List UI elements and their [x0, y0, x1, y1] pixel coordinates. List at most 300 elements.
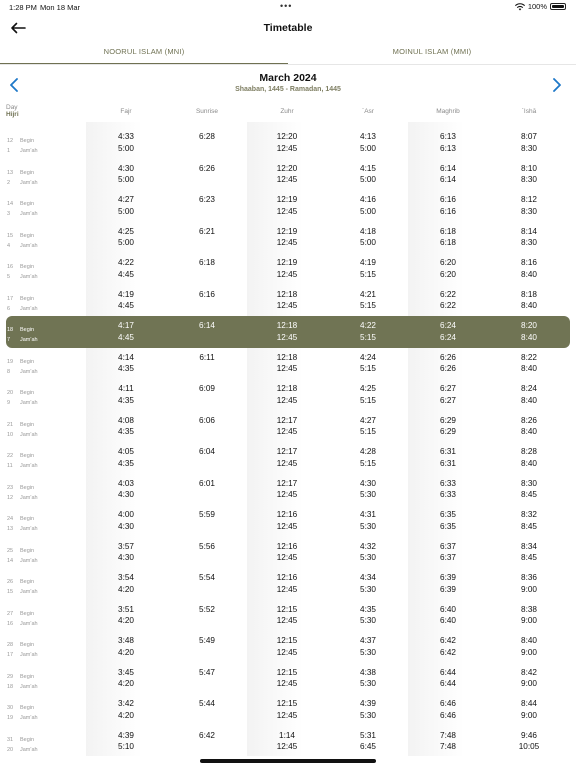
sunrise-time: 5:49 — [199, 636, 215, 645]
fajr-begin-time: 4:19 — [118, 289, 134, 299]
day-number: 25 — [7, 547, 14, 554]
day-number: 29 — [7, 673, 14, 680]
fajr-jamah-time: 4:30 — [118, 553, 134, 562]
maghrib-cell — [408, 541, 488, 564]
fajr-jamah-time: 4:35 — [118, 458, 134, 468]
jamah-label: Jam'ah — [20, 746, 38, 753]
fajr-cell — [86, 352, 166, 375]
isha-jamah-time: 8:30 — [521, 206, 537, 216]
table-row — [0, 253, 576, 285]
day-number: 28 — [7, 642, 14, 648]
fajr-cell — [86, 698, 166, 721]
asr-cell — [328, 257, 408, 280]
jamah-label: Jam'ah — [20, 400, 38, 406]
sunrise-time: 6:42 — [199, 730, 215, 740]
zuhr-begin-time: 12:18 — [276, 321, 298, 330]
status-date: Mon 18 Mar — [40, 3, 81, 12]
isha-begin-time: 8:10 — [521, 163, 537, 173]
fajr-cell — [86, 320, 166, 343]
sunrise-cell — [167, 604, 247, 616]
table-row — [0, 159, 576, 191]
zuhr-cell — [247, 289, 327, 312]
jamah-label: Jam'ah — [20, 148, 38, 154]
zuhr-jamah-time: 12:45 — [276, 521, 298, 531]
zuhr-begin-time: 1:14 — [279, 730, 295, 740]
day-hijri-cell — [7, 609, 13, 629]
asr-cell — [328, 635, 408, 658]
zuhr-begin-time: 12:16 — [276, 541, 298, 551]
hijri-number: 8 — [7, 368, 11, 375]
row-labels — [20, 231, 38, 251]
maghrib-begin-time: 6:16 — [440, 195, 456, 204]
sunrise-cell — [167, 635, 247, 647]
isha-begin-time: 8:20 — [521, 321, 537, 330]
day-number: 13 — [7, 169, 14, 176]
fajr-jamah-time: 4:35 — [118, 395, 134, 405]
asr-cell — [328, 289, 408, 312]
zuhr-jamah-time: 12:45 — [276, 206, 298, 216]
asr-begin-time: 4:31 — [360, 510, 376, 519]
fajr-begin-time: 4:27 — [118, 195, 134, 204]
table-header — [0, 104, 576, 120]
fajr-header: Fajr — [120, 108, 132, 115]
next-month-icon[interactable] — [552, 78, 562, 92]
fajr-jamah-time: 4:45 — [118, 332, 134, 342]
day-number: 30 — [7, 705, 14, 711]
zuhr-jamah-time: 12:45 — [276, 742, 298, 751]
begin-label: Begin — [20, 295, 35, 302]
asr-jamah-time: 5:15 — [360, 301, 376, 310]
isha-begin-time: 8:16 — [521, 258, 537, 267]
asr-cell — [328, 698, 408, 721]
maghrib-cell — [408, 415, 488, 438]
jamah-label: Jam'ah — [20, 431, 38, 438]
sunrise-cell — [167, 289, 247, 301]
asr-cell — [328, 415, 408, 438]
maghrib-begin-time: 6:44 — [440, 667, 456, 677]
hijri-number: 15 — [7, 589, 14, 595]
asr-begin-time: 4:22 — [360, 321, 376, 330]
day-header: Day — [6, 104, 18, 111]
zuhr-cell — [247, 478, 327, 501]
maghrib-header: Maghrib — [436, 108, 460, 115]
isha-jamah-time: 8:40 — [521, 427, 537, 436]
maghrib-begin-time: 6:22 — [440, 289, 456, 299]
fajr-begin-time: 4:03 — [118, 478, 134, 488]
day-number: 17 — [7, 295, 14, 302]
isha-cell — [489, 194, 569, 217]
maghrib-jamah-time: 6:29 — [440, 427, 456, 436]
maghrib-jamah-time: 6:13 — [440, 143, 456, 153]
sunrise-header: Sunrise — [195, 108, 219, 115]
maghrib-begin-time: 6:27 — [440, 384, 456, 393]
timetable-rows — [0, 127, 576, 757]
sunrise-time: 5:44 — [199, 699, 215, 708]
isha-begin-time: 8:42 — [521, 667, 537, 677]
isha-begin-time: 8:32 — [521, 510, 537, 519]
isha-jamah-time: 8:30 — [521, 238, 537, 247]
zuhr-cell — [247, 667, 327, 690]
zuhr-begin-time: 12:17 — [276, 478, 298, 488]
sunrise-cell — [167, 131, 247, 143]
fajr-jamah-time: 5:00 — [118, 143, 134, 153]
maghrib-begin-time: 6:24 — [440, 321, 456, 330]
fajr-cell — [86, 194, 166, 217]
sunrise-time: 5:52 — [199, 604, 215, 614]
day-hijri-cell — [7, 388, 13, 408]
zuhr-cell — [247, 383, 327, 406]
asr-jamah-time: 5:00 — [360, 175, 376, 184]
hijri-month-range: Shaaban, 1445 - Ramadan, 1445 — [235, 86, 341, 93]
zuhr-begin-time: 12:15 — [276, 604, 298, 614]
sunrise-cell — [167, 698, 247, 710]
jamah-label: Jam'ah — [20, 620, 38, 627]
maghrib-jamah-time: 6:33 — [440, 490, 456, 499]
asr-cell — [328, 383, 408, 406]
fajr-cell — [86, 383, 166, 406]
fajr-jamah-time: 4:30 — [118, 490, 134, 499]
fajr-jamah-time: 4:20 — [118, 647, 134, 657]
isha-begin-time: 8:38 — [521, 604, 537, 614]
asr-begin-time: 5:31 — [360, 730, 376, 740]
sunrise-cell — [167, 352, 247, 364]
isha-cell — [489, 289, 569, 312]
table-row — [0, 505, 576, 537]
zuhr-jamah-time: 12:45 — [276, 143, 298, 153]
table-row-today — [6, 316, 570, 348]
zuhr-begin-time: 12:19 — [276, 258, 298, 267]
nav-bar — [0, 14, 576, 42]
zuhr-cell — [247, 352, 327, 375]
sunrise-cell — [167, 415, 247, 427]
maghrib-jamah-time: 6:31 — [440, 458, 456, 468]
maghrib-jamah-time: 6:26 — [440, 364, 456, 373]
battery-icon — [550, 3, 566, 10]
zuhr-begin-time: 12:17 — [276, 415, 298, 425]
asr-begin-time: 4:34 — [360, 573, 376, 582]
fajr-jamah-time: 4:35 — [118, 364, 134, 373]
fajr-begin-time: 4:00 — [118, 510, 134, 519]
wifi-icon — [515, 3, 525, 11]
fajr-jamah-time: 4:45 — [118, 269, 134, 279]
row-labels — [20, 577, 38, 597]
fajr-cell — [86, 541, 166, 564]
maghrib-jamah-time: 7:48 — [440, 742, 456, 751]
zuhr-jamah-time: 12:45 — [276, 364, 298, 373]
jamah-label: Jam'ah — [20, 463, 38, 469]
isha-jamah-time: 9:00 — [521, 647, 537, 657]
isha-cell — [489, 667, 569, 690]
jamah-label: Jam'ah — [20, 557, 38, 564]
maghrib-jamah-time: 6:40 — [440, 616, 456, 625]
sunrise-time: 5:59 — [199, 510, 215, 519]
month-header — [0, 66, 576, 98]
fajr-jamah-time: 5:00 — [118, 206, 134, 216]
tab-divider — [0, 64, 576, 65]
zuhr-cell — [247, 604, 327, 627]
hijri-number: 2 — [7, 179, 11, 186]
maghrib-jamah-time: 6:35 — [440, 521, 456, 531]
asr-begin-time: 4:30 — [360, 478, 376, 488]
maghrib-cell — [408, 604, 488, 627]
isha-begin-time: 8:07 — [521, 132, 537, 141]
zuhr-cell — [247, 320, 327, 343]
isha-jamah-time: 8:40 — [521, 395, 537, 405]
zuhr-cell — [247, 698, 327, 721]
fajr-cell — [86, 667, 166, 690]
zuhr-begin-time: 12:18 — [276, 352, 298, 362]
zuhr-begin-time: 12:19 — [276, 226, 298, 236]
fajr-jamah-time: 4:35 — [118, 427, 134, 436]
zuhr-jamah-time: 12:45 — [276, 458, 298, 468]
isha-jamah-time: 8:45 — [521, 490, 537, 499]
day-hijri-cell — [7, 546, 13, 566]
fajr-jamah-time: 5:00 — [118, 175, 134, 184]
hijri-number: 18 — [7, 683, 14, 690]
isha-cell — [489, 446, 569, 469]
day-number: 16 — [7, 264, 14, 270]
isha-jamah-time: 8:30 — [521, 143, 537, 153]
asr-begin-time: 4:27 — [360, 415, 376, 425]
jamah-label: Jam'ah — [20, 652, 38, 658]
maghrib-begin-time: 6:33 — [440, 478, 456, 488]
maghrib-cell — [408, 352, 488, 375]
begin-label: Begin — [20, 169, 35, 176]
isha-begin-time: 8:12 — [521, 195, 537, 204]
sunrise-cell — [167, 572, 247, 584]
row-labels — [20, 672, 38, 692]
asr-cell — [328, 730, 408, 753]
asr-jamah-time: 5:15 — [360, 427, 376, 436]
fajr-begin-time: 3:57 — [118, 541, 134, 551]
table-row — [0, 348, 576, 380]
isha-cell — [489, 604, 569, 627]
maghrib-cell — [408, 635, 488, 658]
day-hijri-cell — [7, 483, 13, 503]
begin-label: Begin — [20, 390, 35, 396]
zuhr-begin-time: 12:16 — [276, 573, 298, 582]
asr-cell — [328, 478, 408, 501]
row-labels — [20, 168, 38, 188]
asr-jamah-time: 5:30 — [360, 553, 376, 562]
day-hijri-cell — [7, 703, 13, 723]
zuhr-cell — [247, 226, 327, 249]
fajr-begin-time: 4:25 — [118, 226, 134, 236]
fajr-jamah-time: 4:45 — [118, 301, 134, 310]
row-labels — [20, 357, 38, 377]
tab-noorul-islam[interactable]: NOORUL ISLAM (MNI) — [0, 42, 288, 64]
asr-jamah-time: 5:00 — [360, 143, 376, 153]
jamah-label: Jam'ah — [20, 715, 38, 721]
sunrise-cell — [167, 226, 247, 238]
fajr-cell — [86, 509, 166, 532]
status-time: 1:28 PM — [9, 3, 37, 12]
row-labels — [20, 703, 38, 723]
maghrib-cell — [408, 698, 488, 721]
isha-cell — [489, 226, 569, 249]
asr-cell — [328, 320, 408, 343]
zuhr-cell — [247, 257, 327, 280]
asr-begin-time: 4:28 — [360, 447, 376, 456]
hijri-number: 16 — [7, 620, 14, 627]
isha-jamah-time: 8:45 — [521, 553, 537, 562]
asr-begin-time: 4:24 — [360, 352, 376, 362]
fajr-begin-time: 3:45 — [118, 667, 134, 677]
zuhr-jamah-time: 12:45 — [276, 490, 298, 499]
row-labels — [20, 325, 38, 345]
maghrib-jamah-time: 6:14 — [440, 175, 456, 184]
day-hijri-cell — [7, 640, 13, 660]
zuhr-jamah-time: 12:45 — [276, 647, 298, 657]
isha-jamah-time: 8:40 — [521, 364, 537, 373]
zuhr-cell — [247, 131, 327, 154]
table-row — [0, 631, 576, 663]
zuhr-cell — [247, 635, 327, 658]
sunrise-cell — [167, 257, 247, 269]
hijri-number: 20 — [7, 746, 14, 753]
day-hijri-cell — [7, 136, 13, 156]
tab-moinul-islam[interactable]: MOINUL ISLAM (MMI) — [392, 47, 472, 56]
asr-begin-time: 4:15 — [360, 163, 376, 173]
maghrib-jamah-time: 6:39 — [440, 584, 456, 594]
fajr-begin-time: 4:33 — [118, 132, 134, 141]
isha-cell — [489, 320, 569, 343]
begin-label: Begin — [20, 138, 35, 144]
isha-begin-time: 8:26 — [521, 415, 537, 425]
fajr-cell — [86, 257, 166, 280]
fajr-cell — [86, 572, 166, 595]
row-labels — [20, 483, 38, 503]
table-row — [0, 222, 576, 254]
hijri-number: 4 — [7, 242, 11, 249]
maghrib-jamah-time: 6:24 — [440, 332, 456, 342]
hijri-number: 14 — [7, 557, 14, 564]
maghrib-jamah-time: 6:16 — [440, 206, 456, 216]
row-labels — [20, 262, 38, 282]
hijri-number: 12 — [7, 494, 14, 501]
zuhr-jamah-time: 12:45 — [276, 175, 298, 184]
hijri-number: 1 — [7, 148, 11, 154]
day-hijri-cell — [7, 420, 13, 440]
row-labels — [20, 420, 38, 440]
maghrib-begin-time: 6:37 — [440, 541, 456, 551]
isha-cell — [489, 541, 569, 564]
begin-label: Begin — [20, 201, 35, 207]
sunrise-time: 6:01 — [199, 478, 215, 488]
zuhr-cell — [247, 730, 327, 753]
fajr-cell — [86, 226, 166, 249]
jamah-label: Jam'ah — [20, 589, 38, 595]
isha-begin-time: 8:34 — [521, 541, 537, 551]
sunrise-cell — [167, 509, 247, 521]
fajr-cell — [86, 289, 166, 312]
asr-jamah-time: 5:00 — [360, 206, 376, 216]
maghrib-cell — [408, 572, 488, 595]
day-number: 27 — [7, 610, 14, 617]
asr-jamah-time: 5:30 — [360, 490, 376, 499]
zuhr-jamah-time: 12:45 — [276, 710, 298, 720]
sunrise-time: 6:21 — [199, 226, 215, 236]
day-hijri-cell — [7, 294, 13, 314]
hijri-number: 13 — [7, 526, 14, 532]
sunrise-cell — [167, 478, 247, 490]
day-hijri-cell — [7, 577, 13, 597]
maghrib-begin-time: 6:20 — [440, 258, 456, 267]
isha-begin-time: 8:36 — [521, 573, 537, 582]
asr-jamah-time: 5:15 — [360, 269, 376, 279]
fajr-begin-time: 4:39 — [118, 730, 134, 740]
day-hijri-cell — [7, 262, 13, 282]
begin-label: Begin — [20, 705, 35, 711]
day-number: 20 — [7, 390, 14, 396]
multitask-dots-icon[interactable]: ••• — [280, 1, 293, 11]
hijri-number: 10 — [7, 431, 14, 438]
zuhr-begin-time: 12:15 — [276, 699, 298, 708]
maghrib-cell — [408, 320, 488, 343]
table-row — [0, 537, 576, 569]
maghrib-jamah-time: 6:27 — [440, 395, 456, 405]
zuhr-begin-time: 12:18 — [276, 384, 298, 393]
asr-jamah-time: 5:15 — [360, 395, 376, 405]
asr-begin-time: 4:18 — [360, 226, 376, 236]
table-row — [0, 726, 576, 758]
fajr-begin-time: 4:05 — [118, 447, 134, 456]
hijri-number: 11 — [7, 463, 13, 469]
table-row — [0, 190, 576, 222]
maghrib-begin-time: 6:42 — [440, 636, 456, 645]
maghrib-begin-time: 6:13 — [440, 132, 456, 141]
asr-cell — [328, 226, 408, 249]
asr-jamah-time: 5:30 — [360, 679, 376, 688]
begin-label: Begin — [20, 547, 35, 554]
row-labels — [20, 609, 38, 629]
fajr-jamah-time: 5:00 — [118, 238, 134, 247]
zuhr-cell — [247, 415, 327, 438]
table-row — [0, 379, 576, 411]
asr-begin-time: 4:35 — [360, 604, 376, 614]
asr-cell — [328, 163, 408, 186]
fajr-jamah-time: 4:30 — [118, 521, 134, 531]
asr-header: `Asr — [362, 108, 374, 115]
zuhr-cell — [247, 163, 327, 186]
isha-cell — [489, 698, 569, 721]
day-number: 18 — [7, 327, 14, 333]
day-hijri-header — [6, 104, 19, 118]
fajr-cell — [86, 415, 166, 438]
maghrib-cell — [408, 446, 488, 469]
fajr-jamah-time: 4:20 — [118, 616, 134, 625]
sunrise-cell — [167, 541, 247, 553]
zuhr-begin-time: 12:20 — [276, 163, 298, 173]
isha-begin-time: 8:30 — [521, 478, 537, 488]
isha-begin-time: 8:40 — [521, 636, 537, 645]
isha-cell — [489, 257, 569, 280]
asr-jamah-time: 5:30 — [360, 521, 376, 531]
day-number: 26 — [7, 579, 14, 585]
jamah-label: Jam'ah — [20, 337, 38, 343]
asr-begin-time: 4:25 — [360, 384, 376, 393]
day-number: 21 — [7, 421, 14, 428]
home-indicator[interactable] — [200, 759, 376, 763]
jamah-label: Jam'ah — [20, 368, 38, 375]
fajr-jamah-time: 4:20 — [118, 679, 134, 688]
zuhr-jamah-time: 12:45 — [276, 269, 298, 279]
sunrise-cell — [167, 163, 247, 175]
jamah-label: Jam'ah — [20, 274, 38, 280]
asr-begin-time: 4:19 — [360, 258, 376, 267]
hijri-number: 17 — [7, 652, 14, 658]
isha-jamah-time: 8:40 — [521, 269, 537, 279]
